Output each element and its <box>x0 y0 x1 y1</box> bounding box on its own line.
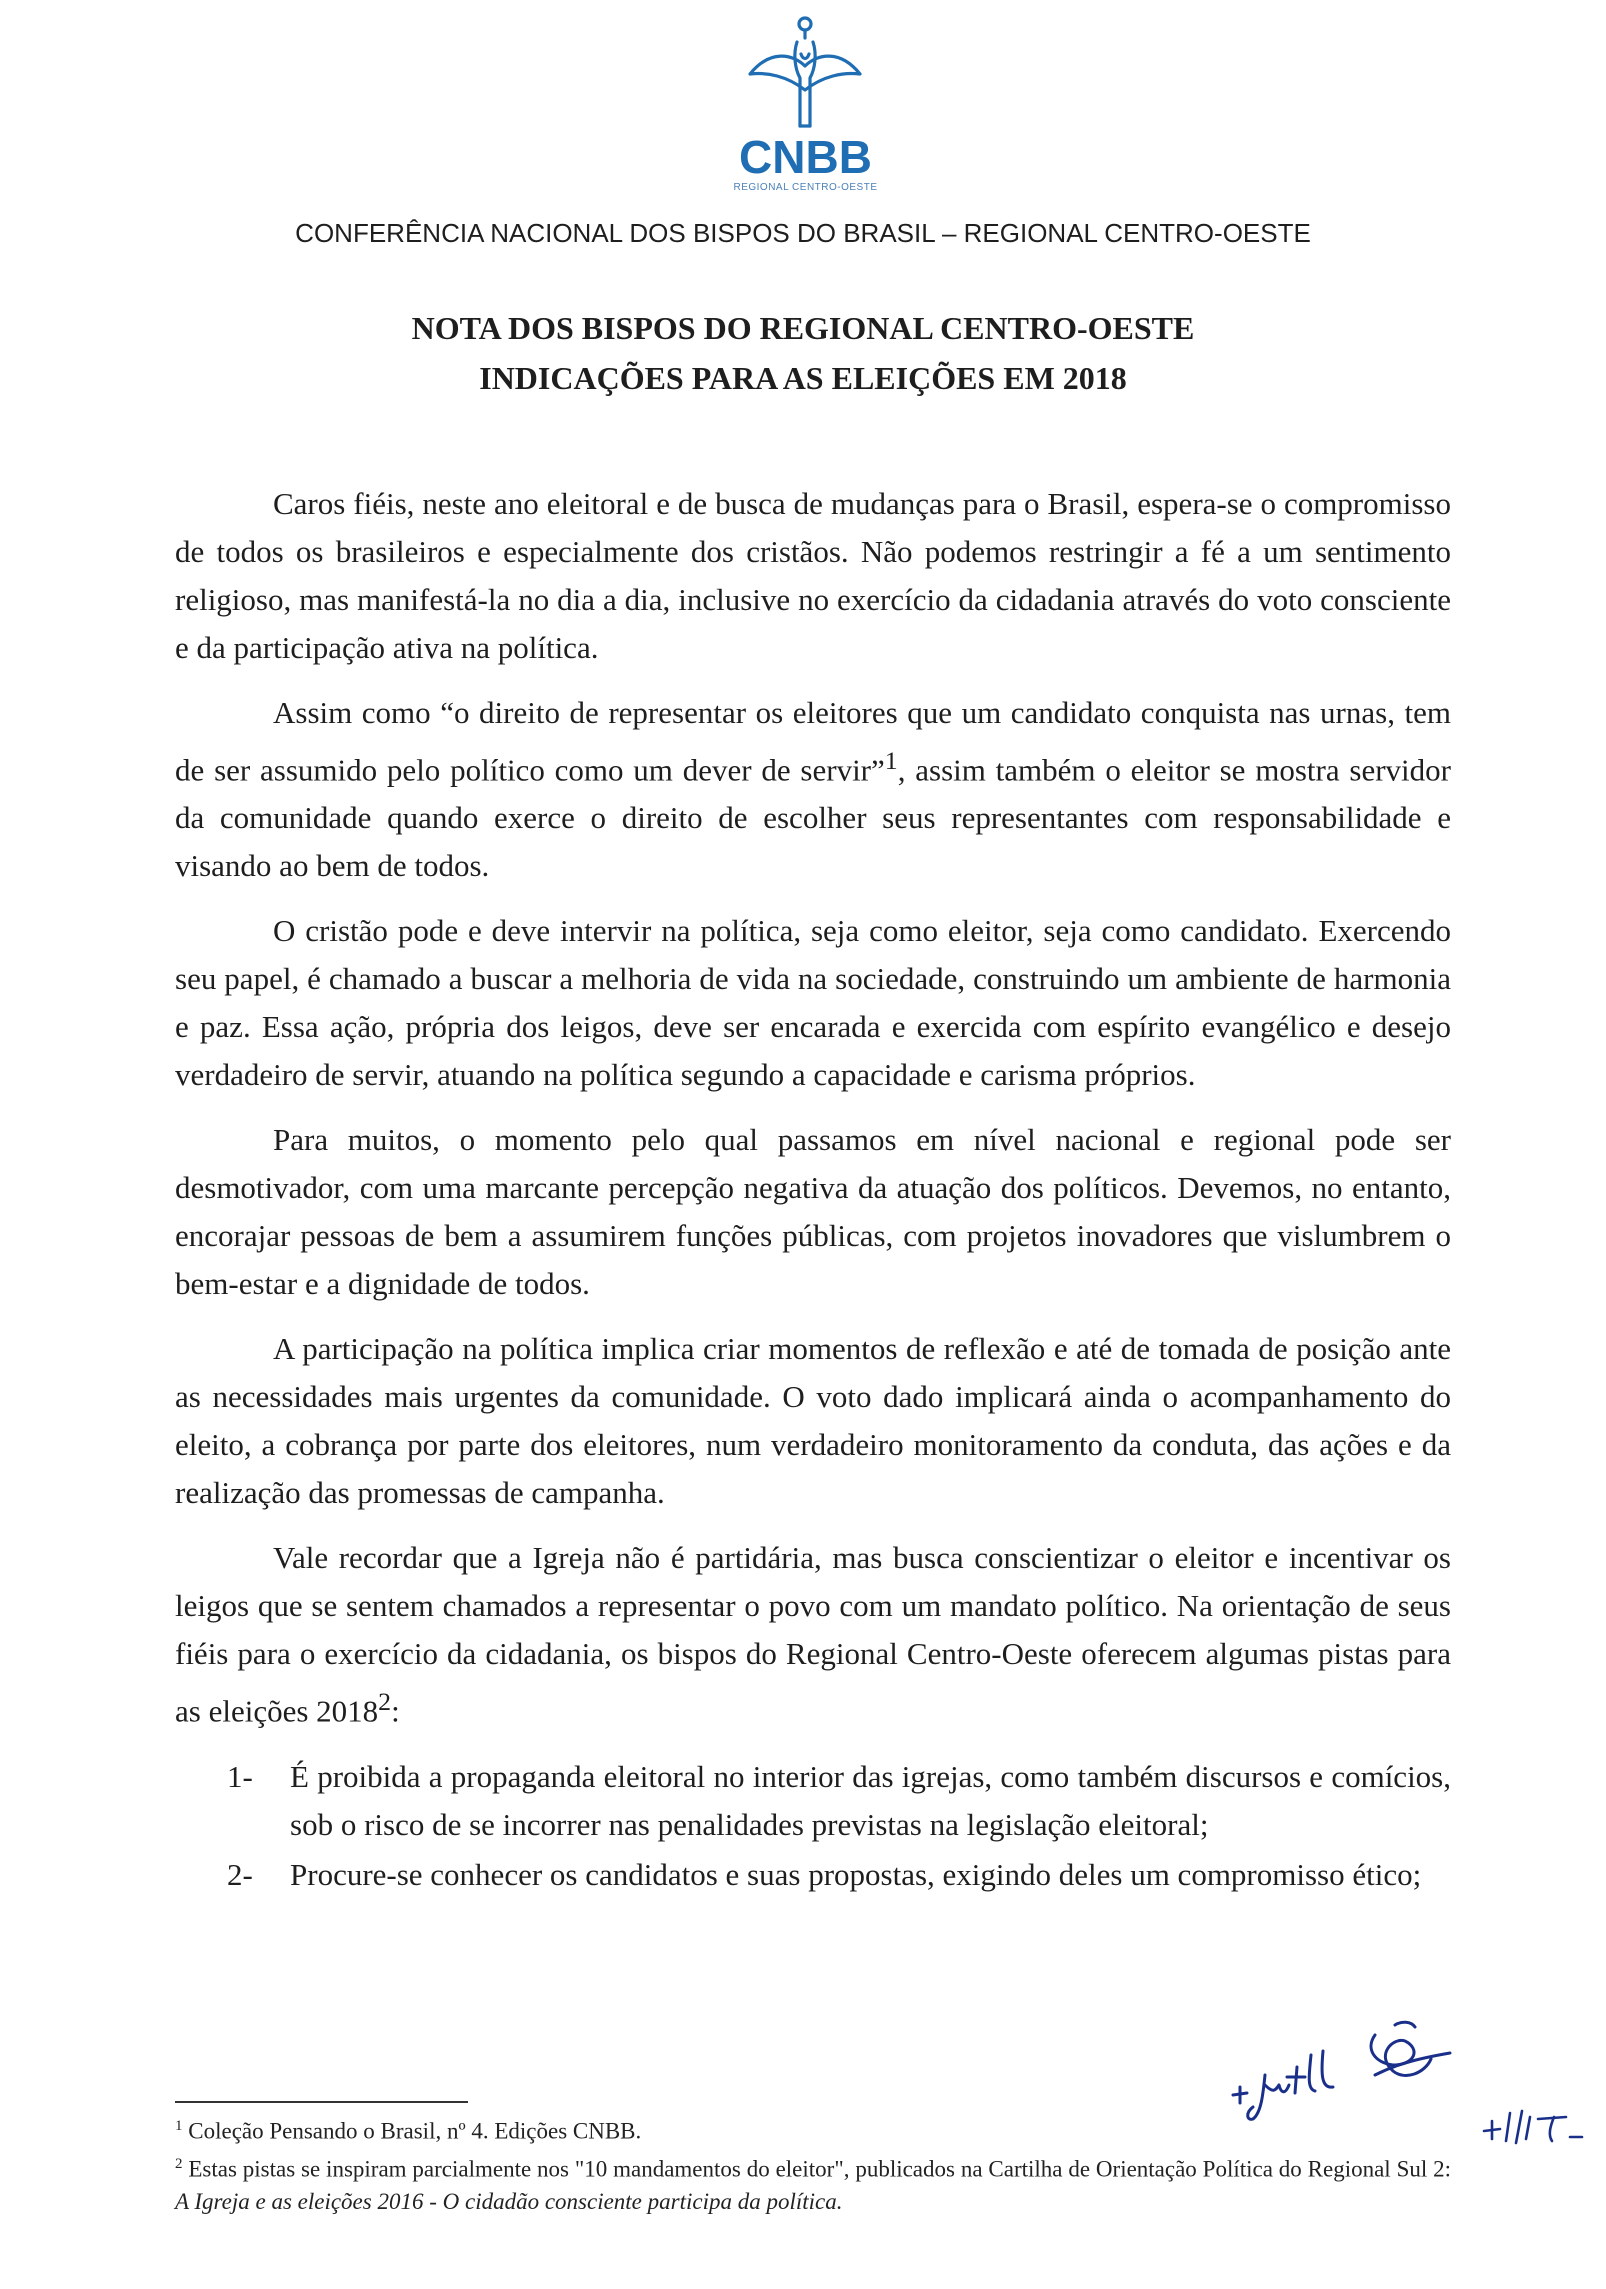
footnote-ref-2: 2 <box>378 1687 392 1717</box>
guidelines-list <box>175 1753 1451 1899</box>
footnote-1 <box>175 2110 1451 2148</box>
logo-subtext: REGIONAL CENTRO-OESTE <box>733 182 878 193</box>
list-item-text: É proibida a propaganda eleitoral no interior das igrejas, como também discursos e comícios, sob o risco de se incorrer nas penalidades previstas na legislação eleitoral; <box>290 1758 1451 1842</box>
footnote-separator <box>175 2101 468 2103</box>
paragraph-3: O cristão pode e deve intervir na política, seja como eleitor, seja como candidato. Exercendo seu papel, é chamado a buscar a melhoria de vida na sociedade, construindo um ambiente de harmonia e paz. Essa ação, própria dos leigos, deve ser encarada e exercida com espírito evangélico e desejo verdadeiro de servir, atuando na política segundo a capacidade e carisma próprios. <box>175 913 1451 1093</box>
paragraph-6-text: Vale recordar que a Igreja não é partidária, mas busca conscientizar o eleitor e incentivar os leigos que se sentem chamados a representar o povo com um mandato político. Na orientação de seus fiéis para o exercício da cidadania, os bispos do Regional Centro-Oeste oferecem algumas pistas para as eleições 2018 <box>175 1540 1451 1729</box>
document-title-line-2: INDICAÇÕES PARA AS ELEIÇÕES EM 2018 <box>479 360 1127 396</box>
footnote-cited-title: A Igreja e as eleições 2016 - O cidadão consciente participa da política. <box>175 2189 843 2215</box>
paragraph-1: Caros fiéis, neste ano eleitoral e de busca de mudanças para o Brasil, espera-se o compromisso de todos os brasileiros e especialmente dos cristãos. Não podemos restringir a fé a um sentimento religioso, mas manifestá-la no dia a dia, inclusive no exercício da cidadania através do voto consciente e da participação ativa na política. <box>175 486 1451 665</box>
paragraph-2-text: Assim como “o direito de representar os eleitores que um candidato conquista nas urnas, tem de ser assumido pelo político como um dever de servir” <box>175 695 1451 788</box>
list-item <box>175 1753 1451 1849</box>
document-title-line-1: NOTA DOS BISPOS DO REGIONAL CENTRO-OESTE <box>411 310 1195 346</box>
initials-rubric <box>1480 2103 1590 2153</box>
footnote-2 <box>175 2148 1451 2219</box>
paragraph-5: A participação na política implica criar momentos de reflexão e até de tomada de posição ante as necessidades mais urgentes da comunidade. O voto dado implicará ainda o acompanhamento do eleito, a cobrança por parte dos eleitores, num verdadeiro monitoramento da conduta, das ações e da realização das promessas de campanha. <box>175 1331 1451 1511</box>
dove-cross-icon <box>745 14 865 134</box>
organization-name: CONFERÊNCIA NACIONAL DOS BISPOS DO BRASIL – REGIONAL CENTRO-OESTE <box>295 218 1311 248</box>
footnotes <box>175 2110 1451 2218</box>
paragraph-2 <box>175 689 1451 890</box>
footnote-text: Estas pistas se inspiram parcialmente nos "10 mandamentos do eleitor", publicados na Cartilha de Orientação Política do Regional Sul 2: <box>188 2156 1451 2182</box>
footnote-mark: 2 <box>175 2155 183 2172</box>
paragraph-6 <box>175 1534 1451 1735</box>
list-item <box>175 1851 1451 1899</box>
paragraph-2-text-end: , assim também o eleitor se mostra servidor da comunidade quando exerce o direito de escolher seus representantes com responsabilidade e visando ao bem de todos. <box>175 752 1451 884</box>
footnote-mark: 1 <box>175 2118 183 2134</box>
document-body <box>175 480 1451 1899</box>
list-item-number: 2- <box>227 1856 253 1892</box>
footnote-text: Coleção Pensando o Brasil, nº 4. Edições CNBB. <box>188 2118 642 2144</box>
paragraph-6-text-end: : <box>391 1693 400 1729</box>
bishop-signature <box>1225 2015 1465 2125</box>
logo-wordmark: CNBB <box>739 131 872 183</box>
footnote-ref-1: 1 <box>884 746 898 775</box>
paragraph-4: Para muitos, o momento pelo qual passamos em nível nacional e regional pode ser desmotivador, com uma marcante percepção negativa da atuação dos políticos. Devemos, no entanto, encorajar pessoas de bem a assumirem funções públicas, com projetos inovadores que vislumbrem o bem-estar e a dignidade de todos. <box>175 1122 1451 1302</box>
cnbb-logo <box>718 14 893 194</box>
list-item-text: Procure-se conhecer os candidatos e suas propostas, exigindo deles um compromisso ético; <box>290 1856 1422 1892</box>
list-item-number: 1- <box>227 1758 253 1794</box>
